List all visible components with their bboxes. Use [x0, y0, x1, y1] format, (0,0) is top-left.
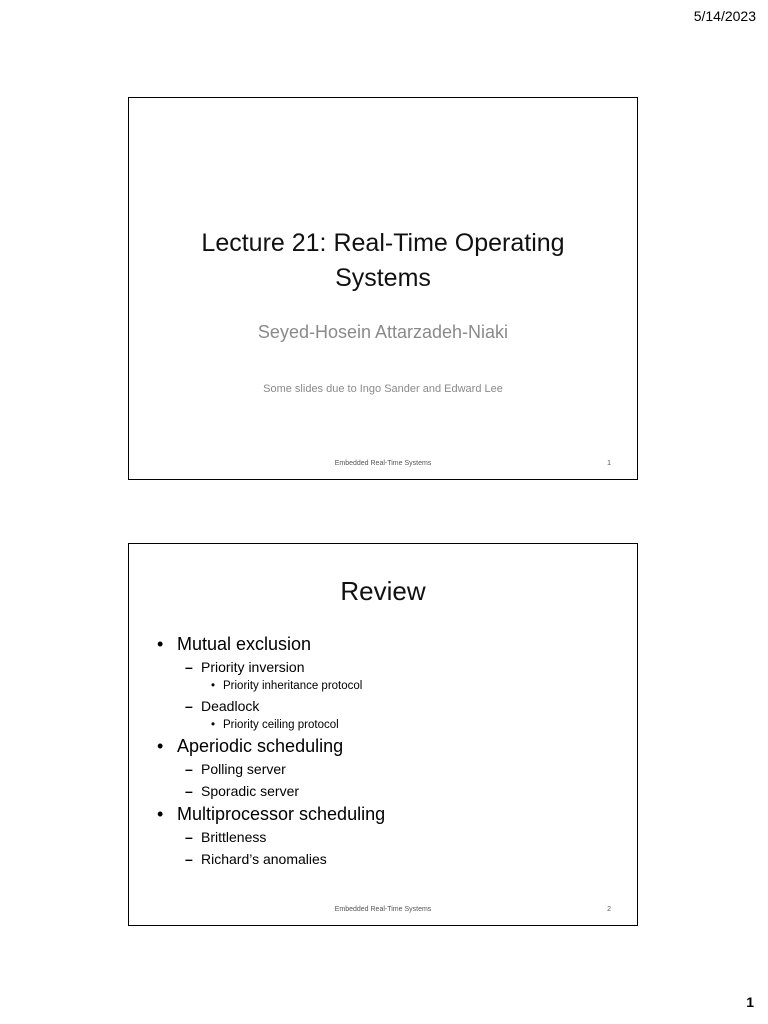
outline-item: – Polling server [157, 758, 385, 780]
outline-item: • Mutual exclusion [157, 632, 385, 656]
outline-item: • Priority inheritance protocol [157, 678, 385, 695]
page-number: 1 [746, 994, 754, 1010]
outline-item: – Richard’s anomalies [157, 848, 385, 870]
slide-2 [128, 543, 638, 926]
slide-1-title [129, 226, 637, 296]
slide-2-title: Review [340, 576, 426, 606]
slide-2-outline [157, 632, 385, 870]
outline-item: – Priority inversion [157, 656, 385, 678]
outline-item: – Deadlock [157, 695, 385, 717]
slide-2-footer: Embedded Real-Time Systems [334, 906, 432, 913]
slide-1-credit: Some slides due to Ingo Sander and Edward Lee [263, 383, 503, 395]
outline-item: • Aperiodic scheduling [157, 734, 385, 758]
outline-item: • Priority ceiling protocol [157, 717, 385, 734]
slide-1 [128, 97, 638, 480]
print-date: 5/14/2023 [693, 8, 756, 24]
slide-1-author: Seyed-Hosein Attarzadeh-Niaki [257, 322, 509, 342]
slide-1-title-line-1: Lecture 21: Real-Time Operating [201, 229, 565, 257]
outline-item: – Sporadic server [157, 780, 385, 802]
outline-item: – Brittleness [157, 826, 385, 848]
slide-1-footer: Embedded Real-Time Systems [334, 460, 432, 467]
slide-1-title-line-2: Systems [335, 264, 431, 292]
slide-2-number: 2 [607, 906, 611, 913]
outline-item: • Multiprocessor scheduling [157, 802, 385, 826]
slide-1-number: 1 [607, 460, 611, 467]
